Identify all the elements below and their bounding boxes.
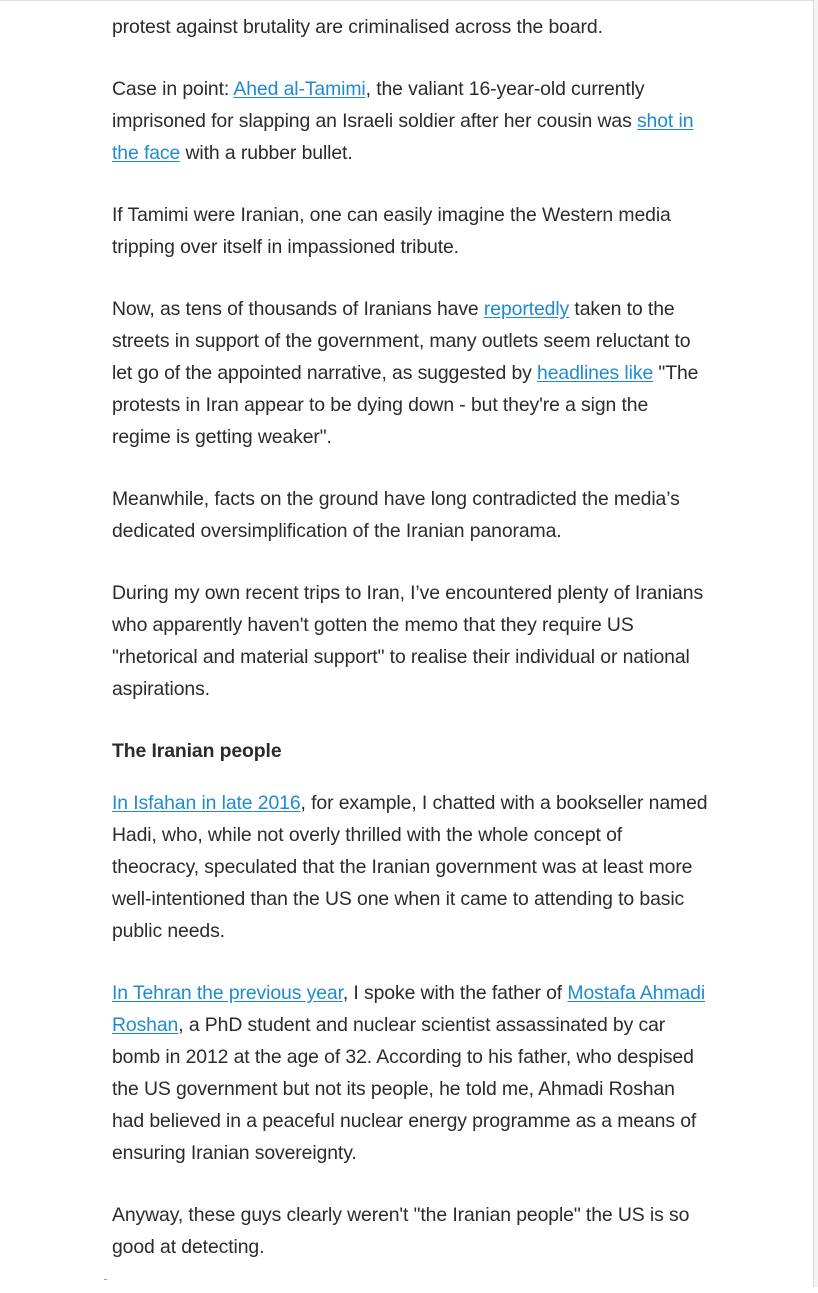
paragraph-western-media (112, 199, 712, 263)
paragraph-iranian-people-detecting (112, 1199, 712, 1263)
paragraph-text: taken to the streets in support of the government, many outlets seem reluctant to let go of the appointed narrative, as suggested by (112, 298, 691, 384)
link-tehran-previous-year[interactable]: In Tehran the previous year (112, 982, 343, 1004)
paragraph-text: , I spoke with the father of (342, 982, 568, 1004)
link-ahed-al-tamimi[interactable]: Ahed al-Tamimi (233, 78, 366, 100)
section-heading: The Iranian people (112, 740, 282, 762)
paragraph-recent-trips (112, 577, 712, 705)
paragraph-text: with a rubber bullet. (180, 142, 353, 164)
paragraph-text: protest against brutality are criminalised across the board. (112, 16, 603, 38)
paragraph-facts-on-ground (112, 483, 712, 547)
link-shot-in-the-face[interactable]: shot in the face (112, 110, 694, 164)
link-isfahan-late-2016[interactable]: In Isfahan in late 2016 (112, 792, 301, 814)
article-body (112, 11, 712, 1293)
link-mostafa-ahmadi-roshan[interactable]: Mostafa Ahmadi Roshan (112, 982, 706, 1036)
link-reportedly[interactable]: reportedly (483, 298, 570, 320)
paragraph-brutality (112, 11, 712, 43)
paragraph-text: Anyway, these guys clearly weren't "the Iranian people" the US is so good at detecting. (112, 1204, 690, 1258)
paragraph-text: Case in point: (112, 78, 234, 100)
paragraph-text: "The protests in Iran appear to be dying down - but they're a sign the regime is getting weaker". (112, 362, 699, 448)
paragraph-text: Now, as tens of thousands of Iranians have (112, 298, 484, 320)
paragraph-tamimi (112, 73, 712, 169)
paragraph-tehran (112, 977, 712, 1169)
paragraph-text: During my own recent trips to Iran, I’ve encountered plenty of Iranians who apparently haven't gotten the memo that they require US "rhetorical and material support" to realise their individual or national aspirations. (112, 582, 704, 700)
link-headlines-like[interactable]: headlines like (537, 362, 654, 384)
paragraph-text: Meanwhile, facts on the ground have long contradicted the media’s dedicated oversimplification of the Iranian panorama. (112, 488, 680, 542)
scrollbar-track[interactable] (813, 0, 818, 1287)
paragraph-text: , for example, I chatted with a bookseller named Hadi, who, while not overly thrilled with the whole concept of theocracy, speculated that the Iranian government was at least more well-intentioned than the US one when it came to attending to basic public needs. (112, 792, 708, 942)
paragraph-text: , the valiant 16-year-old currently imprisoned for slapping an Israeli soldier after her cousin was (112, 78, 645, 132)
page-top-border (0, 0, 818, 1)
paragraph-streets-support (112, 293, 712, 453)
stray-mark (104, 1279, 107, 1280)
paragraph-text: , a PhD student and nuclear scientist assassinated by car bomb in 2012 at the age of 32. According to his father, who despised the US government but not its people, he told me, Ahmadi Roshan had believed in a peaceful nuclear energy programme as a means of ensuring Iranian sovereignty. (112, 1014, 697, 1164)
paragraph-text: If Tamimi were Iranian, one can easily imagine the Western media tripping over itself in impassioned tribute. (112, 204, 671, 258)
paragraph-isfahan (112, 787, 712, 947)
